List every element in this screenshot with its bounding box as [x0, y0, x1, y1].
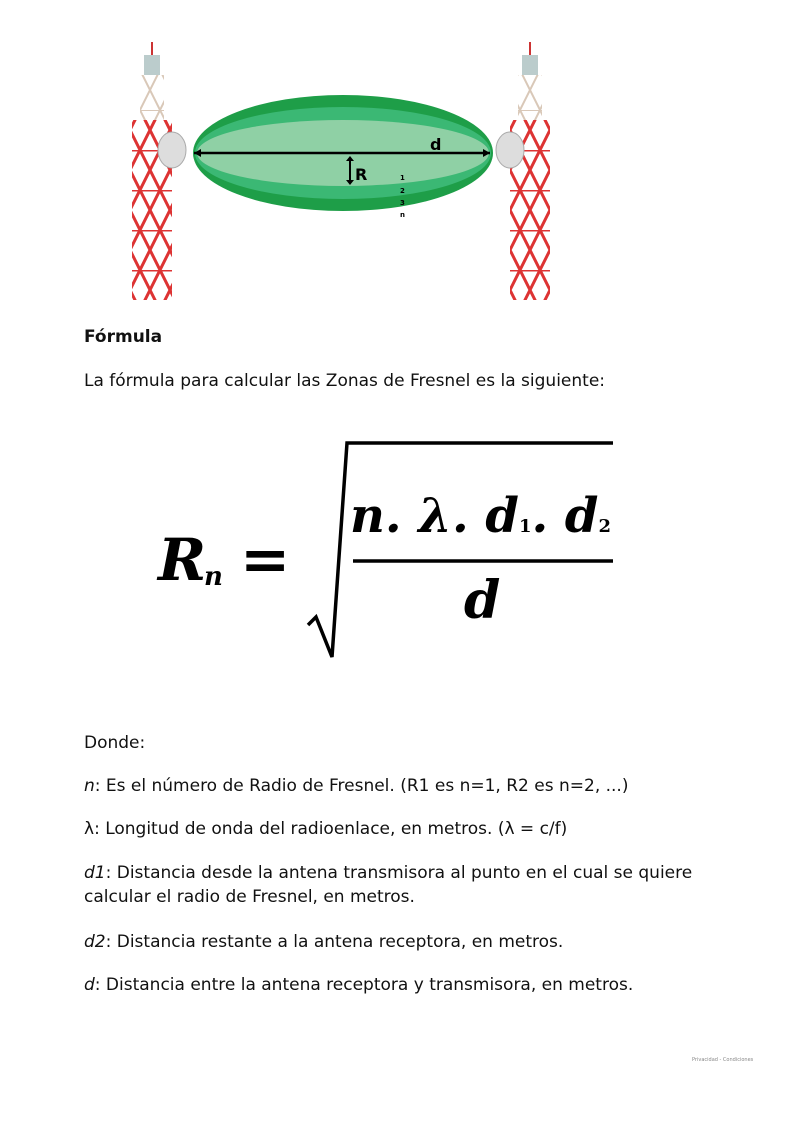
donde-label: Donde: [84, 733, 146, 753]
formula-equals: = [240, 525, 291, 595]
definition-d2: d2: Distancia restante a la antena receptora, en metros. [84, 932, 564, 952]
zone-label: 3 [400, 199, 405, 207]
section-heading: Fórmula [84, 327, 163, 347]
r-label: R [355, 165, 368, 184]
zone-label: n [400, 211, 405, 219]
svg-text:n. λ. d1. d2: n. λ. d1. d2 [350, 488, 612, 544]
formula-lhs: R [158, 526, 207, 594]
zone-label: 2 [400, 187, 405, 195]
numerator: n. λ. d [350, 488, 519, 544]
fresnel-formula [150, 430, 630, 670]
left-tower-icon [132, 42, 186, 300]
definition-d1: d1: Distancia desde la antena transmisora al punto en el cual se quiere calcular el radio de Fresnel, en metros. [84, 863, 693, 907]
denominator: d [464, 570, 501, 631]
fresnel-zone-diagram [120, 30, 580, 300]
d-label: d [430, 135, 442, 154]
definition-d: d: Distancia entre la antena receptora y transmisora, en metros. [84, 975, 634, 995]
definition-lambda: λ: Longitud de onda del radioenlace, en metros. (λ = c/f) [84, 819, 568, 839]
privacy-terms-link[interactable]: Privacidad - Condiciones [692, 1057, 754, 1063]
formula-lhs-sub: n [204, 562, 223, 592]
definition-n: n: Es el número de Radio de Fresnel. (R1 es n=1, R2 es n=2, ...) [84, 776, 629, 796]
zone-label: 1 [400, 174, 405, 182]
right-tower-icon [496, 42, 550, 300]
intro-text: La fórmula para calcular las Zonas de Fresnel es la siguiente: [84, 371, 606, 391]
sqrt-sign [308, 443, 613, 657]
